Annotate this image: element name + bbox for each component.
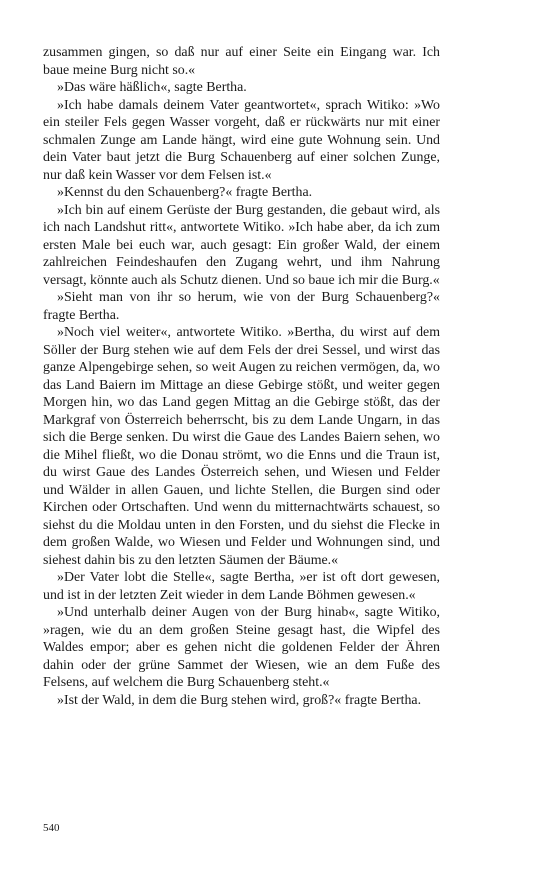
paragraph-2: »Das wäre häßlich«, sagte Bertha. — [57, 80, 247, 95]
paragraph-4: »Kennst du den Schauenberg?« fragte Bertha. — [57, 185, 313, 200]
paragraph-9: »Und unterhalb deiner Augen von der Burg hinab«, sagte Witiko, »ragen, wie du an dem großen Steine gesagt hast, die Wipfel des Waldes empor; aber es gehen nicht die goldenen Felder der Ähren dahin oder der grüne Sammet der Wiesen, wie an dem Fuße des Felsens, auf welchem die Burg Schauenberg steht.« — [43, 605, 440, 690]
book-page-text — [43, 44, 440, 709]
paragraph-7: »Noch viel weiter«, antwortete Witiko. »Bertha, du wirst auf dem Söller der Burg stehen wie auf dem Fels der drei Sessel, und wirst das ganze Alpengebirge sehen, so weit Augen zu reichen vermögen, da, wo das Land Baiern im Mittage an diese Gebirge stößt, und weiter gegen Morgen hin, wo das Land gegen Mittag an die Gebirge stößt, das der Markgraf von Österreich beherrscht, bis zu dem Lande Ungarn, in das sich die Berge senken. Du wirst die Gaue des Landes Baiern sehen, wo die Mihel fließt, wo die Donau strömt, wo die Enns und die Traun ist, du wirst Gaue des Landes Österreich sehen, und Wiesen und Felder und Wälder in allen Gauen, und lichte Stellen, die Burgen sind oder Kirchen oder Ortschaften. Und wenn du mitternachtwärts schauest, so siehst du die Moldau unten in den Forsten, und du siehst die Flecke in dem großen Walde, wo Wiesen und Felder und Wohnungen sind, und siehest dahin bis zu den letzten Säumen der Bäume.« — [43, 325, 440, 568]
paragraph-3: »Ich habe damals deinem Vater geantwortet«, sprach Witiko: »Wo ein steiler Fels gegen Wasser vorgeht, daß er rückwärts nur mit einer schmalen Zunge am Lande hängt, wird eine gute Wohnung sein. Und dein Vater baut jetzt die Burg Schauenberg auf einer solchen Zunge, nur daß kein Wasser vor dem Felsen ist.« — [43, 97, 440, 183]
page-number: 540 — [43, 822, 60, 834]
paragraph-6: »Sieht man von ihr so herum, wie von der Burg Schauenberg?« fragte Bertha. — [43, 290, 440, 323]
paragraph-1: zusammen gingen, so daß nur auf einer Seite ein Eingang war. Ich baue meine Burg nicht so.« — [43, 45, 440, 78]
paragraph-5: »Ich bin auf einem Gerüste der Burg gestanden, die gebaut wird, als ich nach Landshut ritt«, antwortete Witiko. »Ich habe aber, da ich zum ersten Male bei euch war, auch gesagt: Ein großer Wald, der einem zahlreichen Feindeshaufen den Zugang wehrt, und ihm Nahrung versagt, könnte auch als Schutz dienen. Und so baue ich mir die Burg.« — [43, 202, 440, 288]
paragraph-10: »Ist der Wald, in dem die Burg stehen wird, groß?« fragte Bertha. — [57, 692, 422, 708]
paragraph-8: »Der Vater lobt die Stelle«, sagte Bertha, »er ist oft dort gewesen, und ist in der letzten Zeit wieder in dem Lande Böhmen gewesen.« — [43, 570, 440, 603]
